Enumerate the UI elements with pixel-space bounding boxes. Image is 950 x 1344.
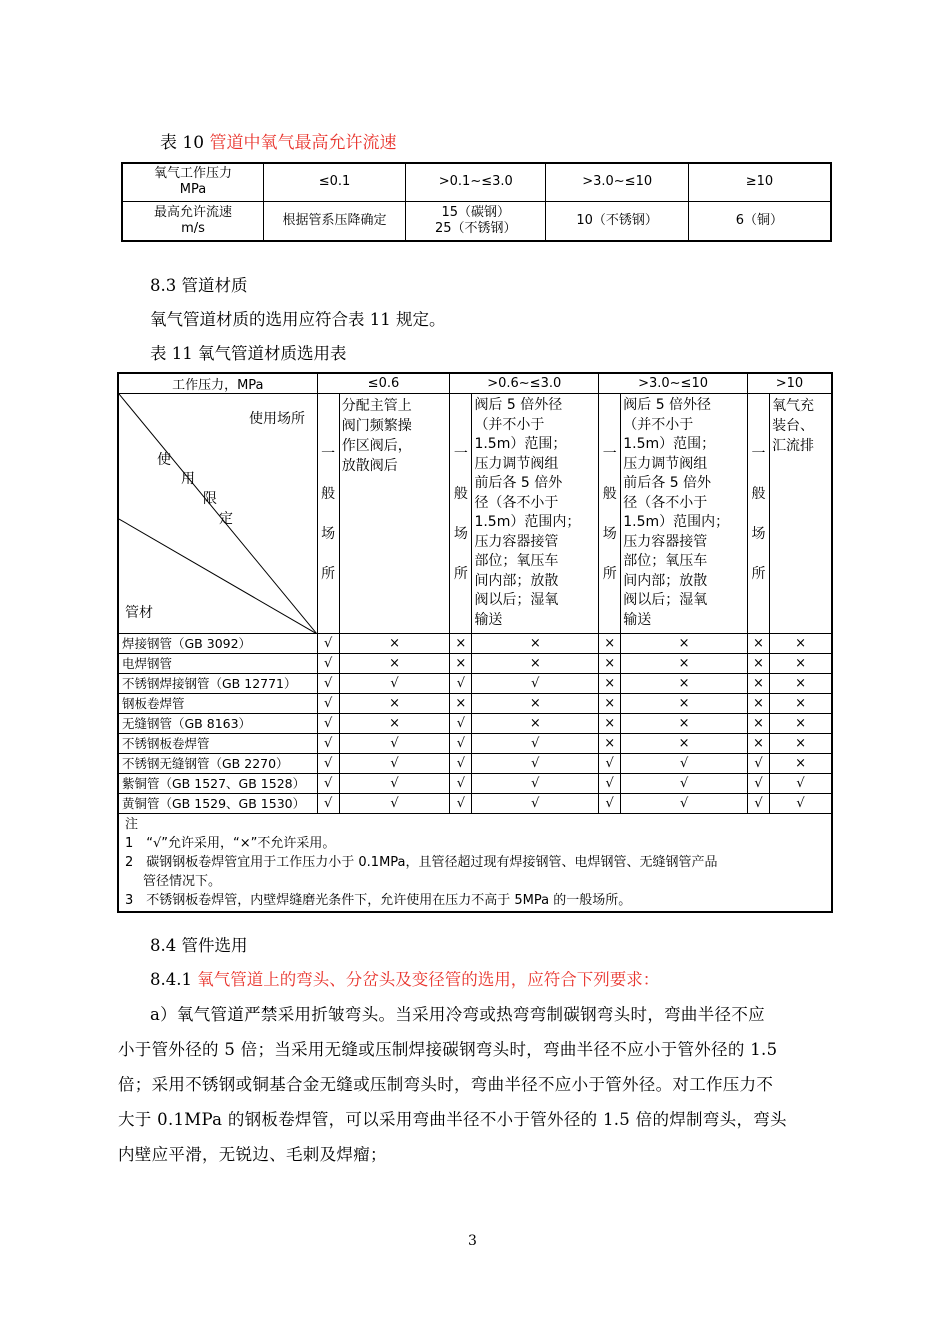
place-line: 分配主管上 <box>341 398 412 414</box>
diagonal-lines <box>119 394 317 634</box>
not-allowed-mark: × <box>472 654 599 674</box>
table11-diag-limit-char: 限 <box>203 491 217 507</box>
general-char: 所 <box>453 565 468 582</box>
general-char: 般 <box>321 485 336 502</box>
note-2-line1: 2 碳钢钢板卷焊管宜用于工作压力小于 0.1MPa，且管径超过现有焊接钢管、电焊钢管、无缝钢管产品 <box>125 855 718 870</box>
general-char: 场 <box>321 525 336 542</box>
place-line: 压力容器接管 <box>474 533 559 550</box>
place-line: 前后各 5 倍外 <box>474 475 563 491</box>
table11-notes <box>118 814 832 913</box>
allowed-mark: √ <box>317 694 339 714</box>
place-line: （并不小于 <box>474 416 545 433</box>
table11-diag-limit-char: 定 <box>219 511 233 527</box>
table11-diag-limit-char: 用 <box>181 471 195 487</box>
material-name: 不锈钢无缝钢管（GB 2270） <box>118 754 317 774</box>
material-row <box>118 714 832 734</box>
not-allowed-mark: × <box>621 674 748 694</box>
place-line: 阀以后；湿氧 <box>474 592 559 608</box>
allowed-mark: √ <box>450 774 472 794</box>
not-allowed-mark: × <box>599 674 621 694</box>
allowed-mark: √ <box>621 774 748 794</box>
not-allowed-mark: × <box>747 674 769 694</box>
place-line: 部位；氧压车 <box>474 553 559 569</box>
table10-row2-label <box>122 201 264 241</box>
allowed-mark: √ <box>599 754 621 774</box>
place-line: 阀后 5 倍外径 <box>623 397 712 413</box>
allowed-mark: √ <box>317 774 339 794</box>
material-row <box>118 734 832 754</box>
not-allowed-mark: × <box>747 734 769 754</box>
allowed-mark: √ <box>472 774 599 794</box>
table10-row-pressure <box>122 163 831 201</box>
not-allowed-mark: × <box>599 694 621 714</box>
table10-caption <box>160 128 396 153</box>
allowed-mark: √ <box>450 754 472 774</box>
table10-cell: ≥10 <box>688 163 831 201</box>
material-name: 焊接钢管（GB 3092） <box>118 634 317 654</box>
paragraph-line: a）氧气管道严禁采用折皱弯头。当采用冷弯或热弯弯制碳钢弯头时，弯曲半径不应 <box>150 1005 765 1024</box>
table11 <box>117 372 833 913</box>
place-line: 输送 <box>623 611 652 628</box>
material-name: 钢板卷焊管 <box>118 694 317 714</box>
table11-caption: 表 11 氧气管道材质选用表 <box>150 344 347 363</box>
not-allowed-mark: × <box>599 734 621 754</box>
general-place-column <box>317 394 339 634</box>
allowed-mark: √ <box>339 674 450 694</box>
allowed-mark: √ <box>339 734 450 754</box>
material-row <box>118 754 832 774</box>
place-line: 径（各不小于 <box>623 494 708 511</box>
table11-range: >0.6~≤3.0 <box>450 373 599 394</box>
not-allowed-mark: × <box>747 694 769 714</box>
paragraph-line: 大于 0.1MPa 的钢板卷焊管，可以采用弯曲半径不小于管外径的 1.5 倍的焊制弯头，弯头 <box>118 1110 787 1129</box>
not-allowed-mark: × <box>339 694 450 714</box>
place-line: 1.5m）范围； <box>474 436 567 452</box>
general-char: 般 <box>602 485 617 502</box>
table10-caption-prefix: 表 10 <box>160 133 205 153</box>
general-char: 一 <box>321 445 336 462</box>
table10-cell <box>406 201 546 241</box>
allowed-mark: √ <box>339 794 450 814</box>
section-8-4-heading: 8.4 管件选用 <box>150 936 248 955</box>
place-line: 氧气充 <box>772 398 815 414</box>
table10-cell: 10（不锈钢） <box>546 201 688 241</box>
table10-row1-label-line1: 氧气工作压力 <box>154 166 233 182</box>
not-allowed-mark: × <box>472 694 599 714</box>
section-8-4-1-number: 8.4.1 <box>150 970 192 989</box>
table11-diag-limit-char: 使 <box>157 452 171 468</box>
table10-row1-label-line2: MPa <box>179 182 207 198</box>
not-allowed-mark: × <box>621 694 748 714</box>
place-line: 间内部；放散 <box>623 572 708 589</box>
table10-cell: >3.0~≤10 <box>546 163 688 201</box>
not-allowed-mark: × <box>770 694 832 714</box>
not-allowed-mark: × <box>621 654 748 674</box>
allowed-mark: √ <box>599 794 621 814</box>
section-8-4-1 <box>150 966 659 990</box>
paragraph-line: 倍；采用不锈钢或铜基合金无缝或压制弯头时，弯曲半径不应小于管外径。对工作压力不 <box>118 1075 774 1094</box>
allowed-mark: √ <box>450 794 472 814</box>
table10-row2-label-line1: 最高允许流速 <box>154 204 233 220</box>
table11-range: >10 <box>747 373 832 394</box>
allowed-mark: √ <box>317 754 339 774</box>
material-name: 黄铜管（GB 1529、GB 1530） <box>118 794 317 814</box>
table11-diagonal-header <box>118 394 317 634</box>
place-line: 径（各不小于 <box>474 494 559 511</box>
allowed-mark: √ <box>339 754 450 774</box>
table11-diag-place: 使用场所 <box>249 411 305 427</box>
place-line: 压力调节阀组 <box>623 455 708 472</box>
general-place-column <box>747 394 769 634</box>
material-row <box>118 674 832 694</box>
place-line: 前后各 5 倍外 <box>623 475 712 491</box>
allowed-mark: √ <box>450 734 472 754</box>
table11-range: ≤0.6 <box>317 373 450 394</box>
general-char: 般 <box>453 485 468 502</box>
general-char: 所 <box>602 565 617 582</box>
table10-caption-title: 管道中氧气最高允许流速 <box>209 133 397 153</box>
section-8-4-1-text: 氧气管道上的弯头、分岔头及变径管的选用，应符合下列要求： <box>197 970 660 989</box>
section-8-3-sentence: 氧气管道材质的选用应符合表 11 规定。 <box>150 310 446 329</box>
material-row <box>118 694 832 714</box>
allowed-mark: √ <box>317 674 339 694</box>
table10-cell-line: 25（不锈钢） <box>435 220 517 236</box>
material-rows <box>118 634 832 814</box>
not-allowed-mark: × <box>450 654 472 674</box>
allowed-mark: √ <box>747 754 769 774</box>
notes-title: 注 <box>125 817 139 832</box>
allowed-mark: √ <box>621 754 748 774</box>
allowed-mark: √ <box>317 634 339 654</box>
place-line: 1.5m）范围内； <box>623 514 730 530</box>
place-range3 <box>621 394 748 634</box>
place-line: 间内部；放散 <box>474 572 559 589</box>
general-char: 一 <box>751 445 766 462</box>
not-allowed-mark: × <box>450 694 472 714</box>
table11-range: >3.0~≤10 <box>599 373 748 394</box>
not-allowed-mark: × <box>599 714 621 734</box>
material-row <box>118 654 832 674</box>
allowed-mark: √ <box>747 774 769 794</box>
general-char: 般 <box>751 485 766 502</box>
general-char: 场 <box>602 525 617 542</box>
general-place-column <box>450 394 472 634</box>
page-number: 3 <box>468 1233 477 1249</box>
not-allowed-mark: × <box>599 654 621 674</box>
allowed-mark: √ <box>472 794 599 814</box>
allowed-mark: √ <box>450 674 472 694</box>
allowed-mark: √ <box>317 794 339 814</box>
not-allowed-mark: × <box>770 674 832 694</box>
place-line: 1.5m）范围内； <box>474 514 581 530</box>
not-allowed-mark: × <box>770 734 832 754</box>
not-allowed-mark: × <box>747 714 769 734</box>
note-2-line2: 管径情况下。 <box>143 874 222 889</box>
table11-pressure-row <box>118 373 832 394</box>
place-range4 <box>770 394 832 634</box>
table10-cell-line: 15（碳钢） <box>441 204 511 220</box>
place-line: 1.5m）范围； <box>623 436 716 452</box>
place-line: 阀门频繁操 <box>341 418 412 434</box>
section-8-3-heading: 8.3 管道材质 <box>150 276 248 295</box>
paragraph-line: 内壁应平滑，无锐边、毛刺及焊瘤； <box>118 1145 387 1164</box>
place-line: 压力调节阀组 <box>474 455 559 472</box>
material-name: 不锈钢焊接钢管（GB 12771） <box>118 674 317 694</box>
not-allowed-mark: × <box>339 634 450 654</box>
place-line: 作区阀后， <box>341 438 412 454</box>
allowed-mark: √ <box>317 654 339 674</box>
place-line: 装台、 <box>772 418 815 434</box>
general-char: 一 <box>453 445 468 462</box>
place-range2 <box>472 394 599 634</box>
note-1: 1 “√”允许采用，“×”不允许采用。 <box>125 836 336 851</box>
material-name: 无缝钢管（GB 8163） <box>118 714 317 734</box>
not-allowed-mark: × <box>339 654 450 674</box>
material-name: 电焊钢管 <box>118 654 317 674</box>
not-allowed-mark: × <box>339 714 450 734</box>
table10-cell: >0.1~≤3.0 <box>406 163 546 201</box>
not-allowed-mark: × <box>450 634 472 654</box>
not-allowed-mark: × <box>472 634 599 654</box>
place-line: 阀后 5 倍外径 <box>474 397 563 413</box>
allowed-mark: √ <box>770 794 832 814</box>
general-place-column <box>599 394 621 634</box>
table10-row2-label-line2: m/s <box>181 220 205 236</box>
material-row <box>118 794 832 814</box>
place-line: 部位；氧压车 <box>623 553 708 569</box>
table10-row-velocity <box>122 201 831 241</box>
allowed-mark: √ <box>450 714 472 734</box>
table11-place-row <box>118 394 832 634</box>
place-line: 输送 <box>474 611 503 628</box>
not-allowed-mark: × <box>770 634 832 654</box>
not-allowed-mark: × <box>621 734 748 754</box>
place-range1 <box>339 394 450 634</box>
allowed-mark: √ <box>339 774 450 794</box>
allowed-mark: √ <box>747 794 769 814</box>
not-allowed-mark: × <box>770 714 832 734</box>
general-char: 所 <box>751 565 766 582</box>
allowed-mark: √ <box>599 774 621 794</box>
not-allowed-mark: × <box>621 634 748 654</box>
place-line: 阀以后；湿氧 <box>623 592 708 608</box>
place-line: （并不小于 <box>623 416 694 433</box>
material-name: 紫铜管（GB 1527、GB 1528） <box>118 774 317 794</box>
not-allowed-mark: × <box>747 634 769 654</box>
place-line: 放散阀后 <box>341 458 398 474</box>
allowed-mark: √ <box>472 674 599 694</box>
allowed-mark: √ <box>472 734 599 754</box>
table10-row1-label <box>122 163 264 201</box>
not-allowed-mark: × <box>747 654 769 674</box>
allowed-mark: √ <box>317 714 339 734</box>
table10-cell: 根据管系压降确定 <box>264 201 406 241</box>
place-line: 汇流排 <box>772 438 815 454</box>
general-char: 一 <box>602 445 617 462</box>
not-allowed-mark: × <box>472 714 599 734</box>
paragraph-line: 小于管外径的 5 倍；当采用无缝或压制焊接碳钢弯头时，弯曲半径不应小于管外径的 1.5 <box>118 1040 778 1059</box>
table10 <box>121 162 832 242</box>
table10-cell: 6（铜） <box>688 201 831 241</box>
material-row <box>118 774 832 794</box>
allowed-mark: √ <box>317 734 339 754</box>
general-char: 所 <box>321 565 336 582</box>
material-name: 不锈钢板卷焊管 <box>118 734 317 754</box>
not-allowed-mark: × <box>770 754 832 774</box>
table11-pressure-label: 工作压力，MPa <box>118 373 317 394</box>
material-row <box>118 634 832 654</box>
not-allowed-mark: × <box>599 634 621 654</box>
allowed-mark: √ <box>472 754 599 774</box>
note-3: 3 不锈钢板卷焊管，内壁焊缝磨光条件下，允许使用在压力不高于 5MPa 的一般场所。 <box>125 893 632 908</box>
allowed-mark: √ <box>770 774 832 794</box>
not-allowed-mark: × <box>770 654 832 674</box>
table10-cell: ≤0.1 <box>264 163 406 201</box>
place-line: 压力容器接管 <box>623 533 708 550</box>
table11-notes-row <box>118 814 832 913</box>
table11-diag-material: 管材 <box>125 605 153 621</box>
allowed-mark: √ <box>621 794 748 814</box>
general-char: 场 <box>751 525 766 542</box>
not-allowed-mark: × <box>621 714 748 734</box>
general-char: 场 <box>453 525 468 542</box>
